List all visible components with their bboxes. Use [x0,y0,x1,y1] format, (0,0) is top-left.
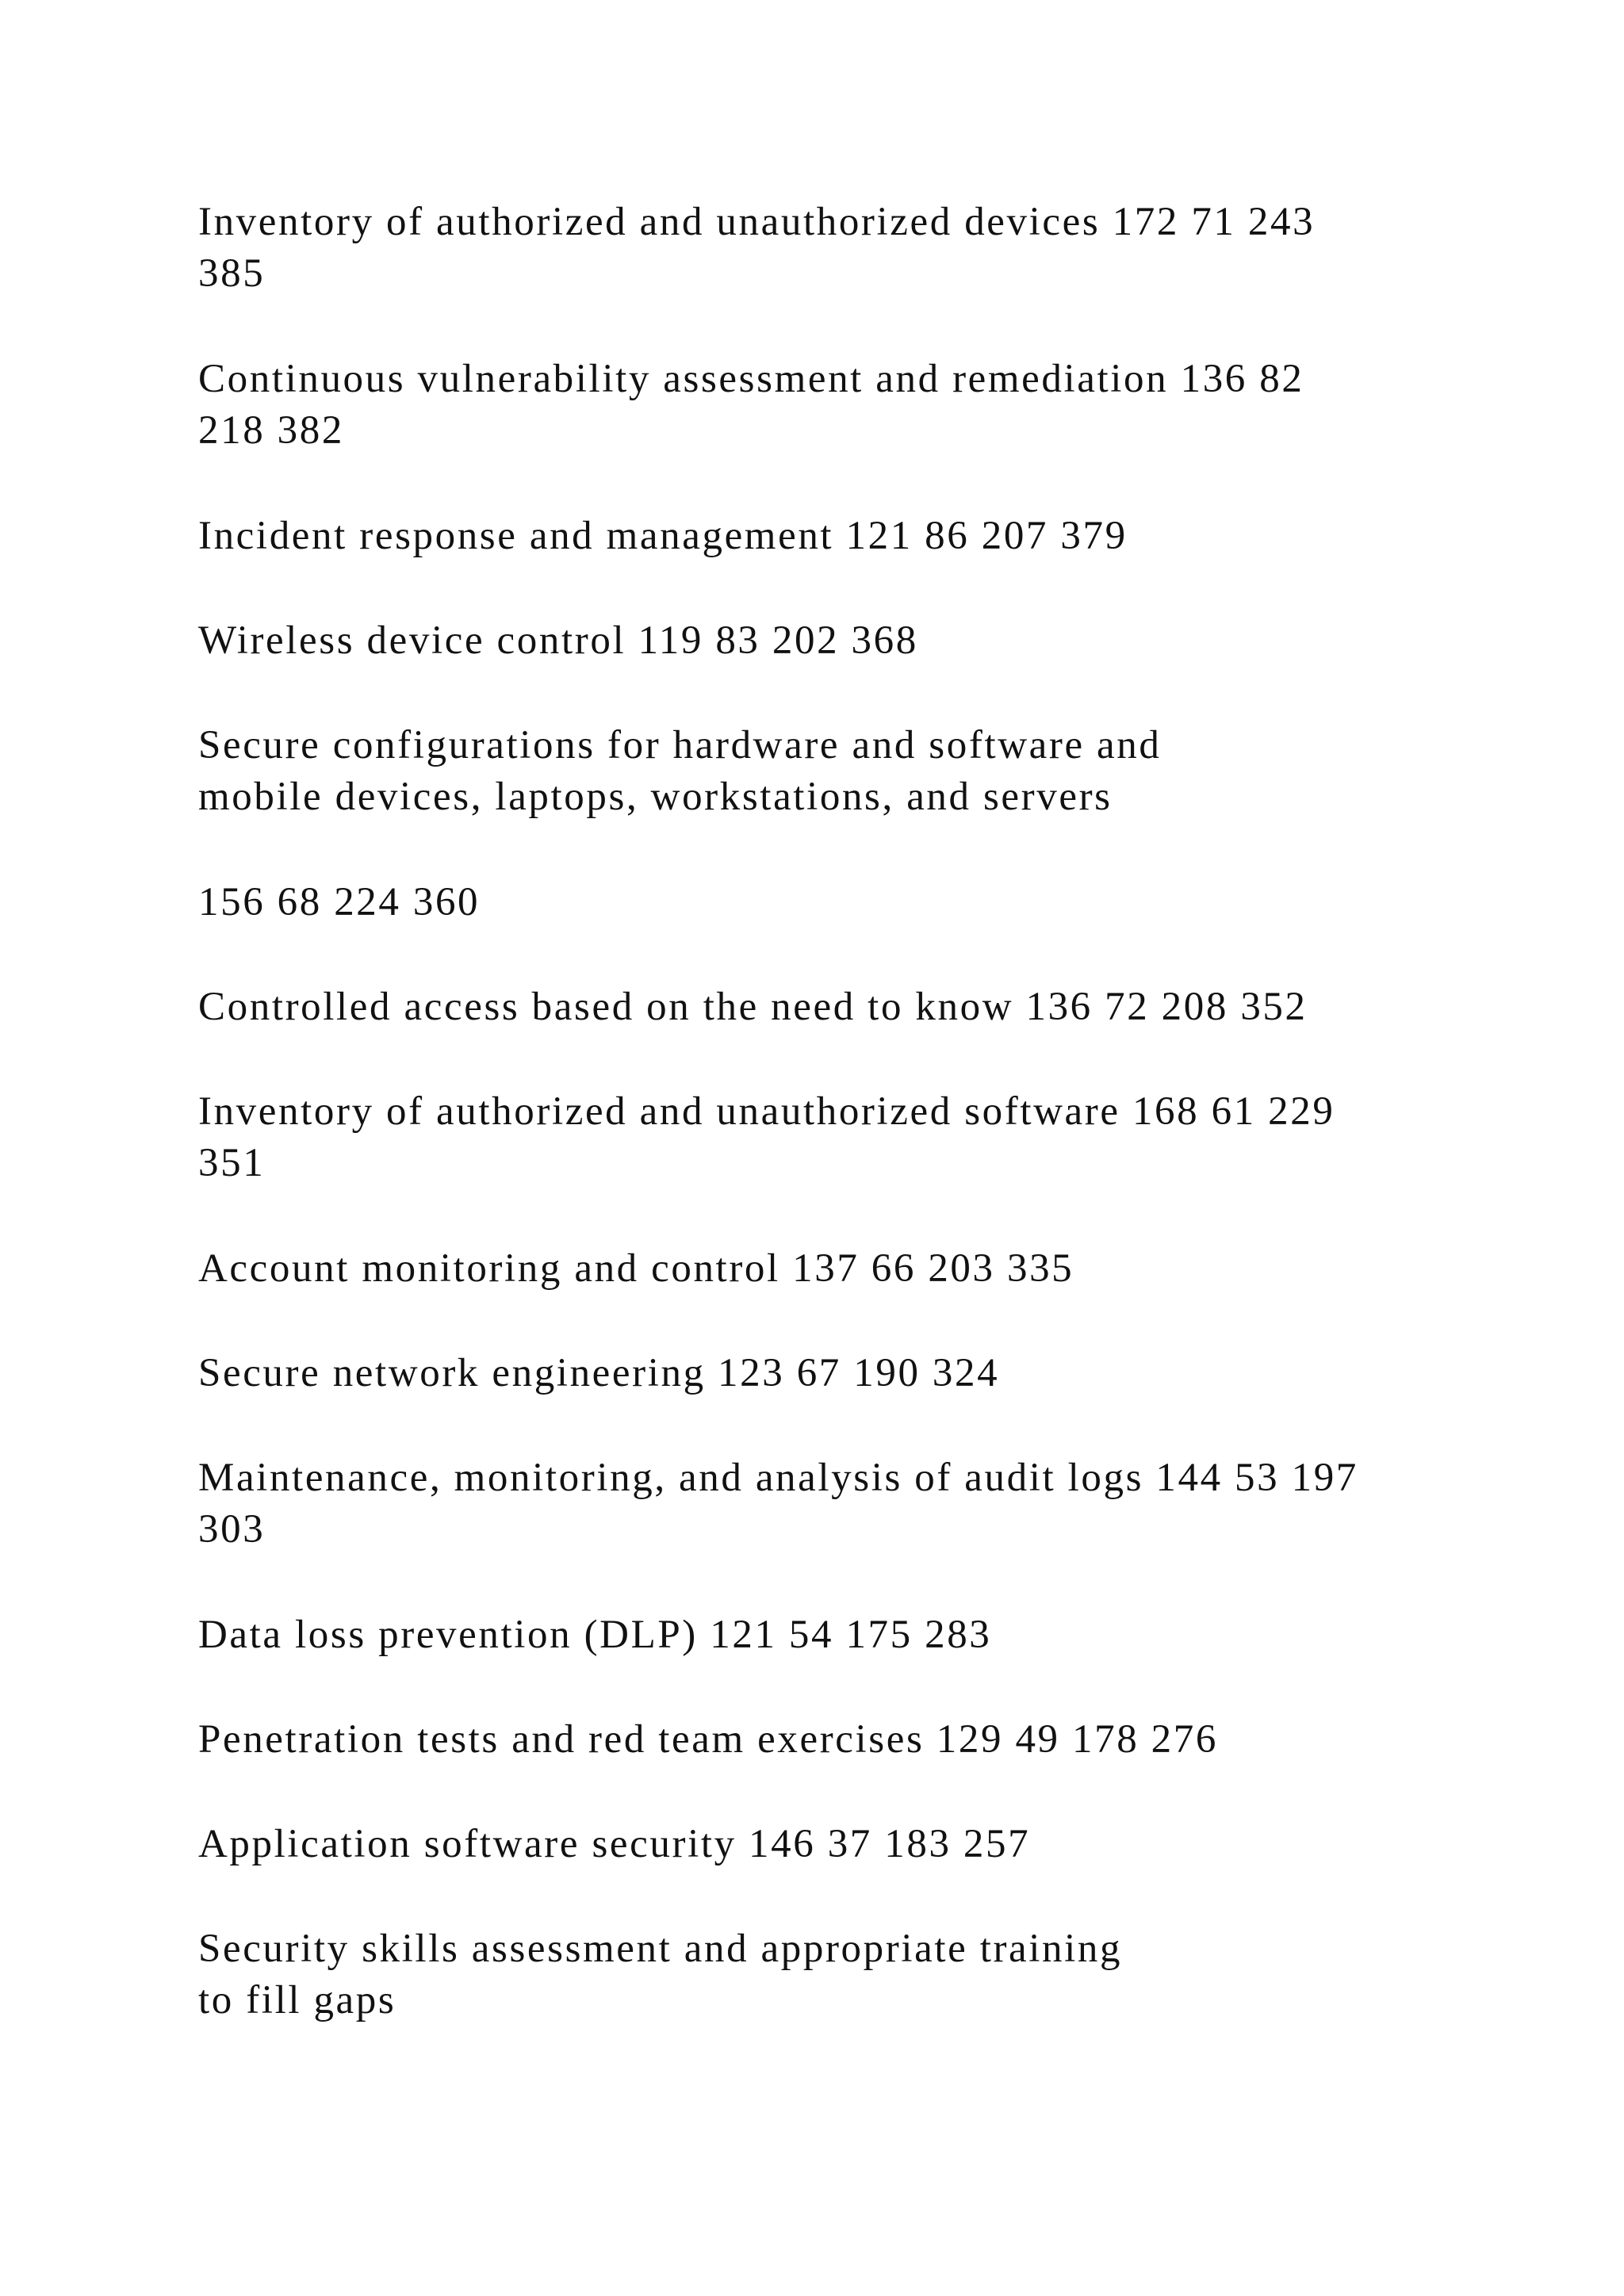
text-line: Application software security 146 37 183 257 [198,1822,1031,1866]
text-line: Penetration tests and red team exercises 129 49 178 276 [198,1717,1218,1762]
text-line: 218 382 [198,408,344,453]
paragraph-data-loss-prevention [198,1609,1483,1661]
paragraph-controlled-access [198,982,1483,1033]
text-line: Continuous vulnerability assessment and remediation 136 82 [198,357,1304,401]
paragraph-vulnerability-assessment [198,354,1483,457]
text-line: Incident response and management 121 86 207 379 [198,514,1128,558]
paragraph-secure-configurations-values [198,877,1483,928]
text-line: Wireless device control 119 83 202 368 [198,618,918,663]
paragraph-account-monitoring [198,1243,1483,1295]
paragraph-inventory-devices [198,197,1483,300]
text-line: Inventory of authorized and unauthorized devices 172 71 243 [198,200,1316,244]
text-line: to fill gaps [198,1978,396,2022]
paragraph-application-security [198,1819,1483,1870]
paragraph-penetration-tests [198,1714,1483,1766]
text-line: 385 [198,251,266,296]
paragraph-skills-assessment [198,1923,1483,2026]
text-line: Data loss prevention (DLP) 121 54 175 283 [198,1613,992,1657]
text-line: Account monitoring and control 137 66 203 335 [198,1246,1074,1291]
text-line: Maintenance, monitoring, and analysis of audit logs 144 53 197 [198,1456,1358,1500]
paragraph-network-engineering [198,1348,1483,1399]
text-line: Inventory of authorized and unauthorized software 168 61 229 [198,1089,1335,1134]
text-line: 303 [198,1507,266,1552]
text-line: Controlled access based on the need to know 136 72 208 352 [198,985,1308,1029]
paragraph-incident-response [198,511,1483,562]
paragraph-wireless-control [198,615,1483,667]
text-line: Security skills assessment and appropriate training [198,1927,1123,1971]
text-line: Secure network engineering 123 67 190 324 [198,1351,1000,1395]
paragraph-inventory-software [198,1086,1483,1189]
paragraph-audit-logs [198,1452,1483,1556]
text-line: 156 68 224 360 [198,880,481,924]
paragraph-secure-configurations [198,720,1483,823]
text-line: 351 [198,1141,266,1185]
text-line: mobile devices, laptops, workstations, and servers [198,775,1113,819]
text-line: Secure configurations for hardware and software and [198,723,1162,767]
